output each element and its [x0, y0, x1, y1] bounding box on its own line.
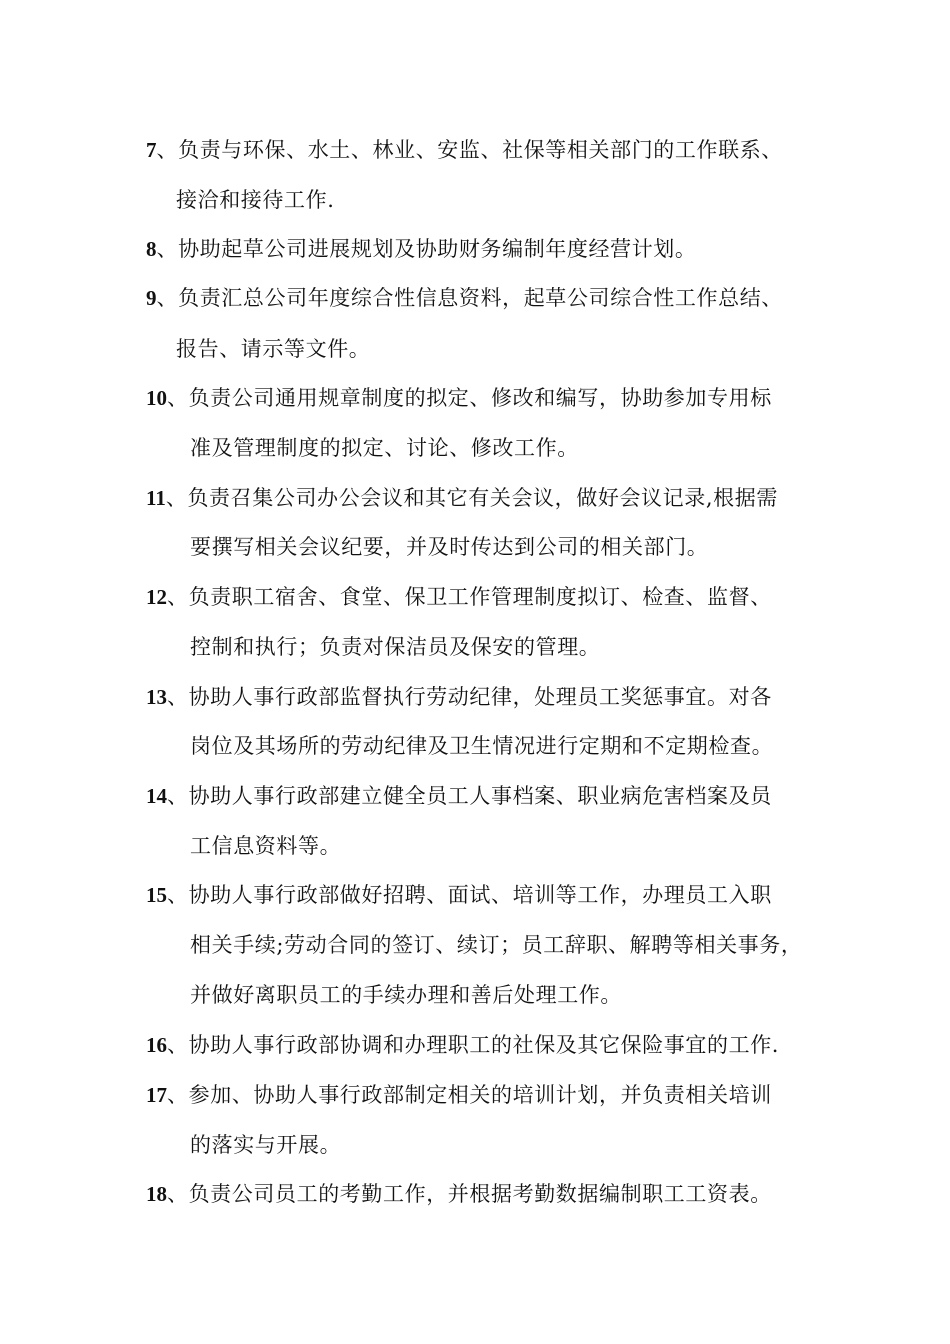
list-item-text: 协助起草公司进展规划及协助财务编制年度经营计划。	[178, 237, 697, 261]
list-item-first-line	[146, 1031, 779, 1059]
list-item-text: 并做好离职员工的手续办理和善后处理工作。	[190, 983, 622, 1007]
list-item-number: 15	[146, 883, 167, 907]
list-item-separator: 、	[167, 585, 189, 609]
list-item-text: 协助人事行政部协调和办理职工的社保及其它保险事宜的工作.	[188, 1033, 780, 1057]
list-item-text: 负责汇总公司年度综合性信息资料，起草公司综合性工作总结、	[178, 286, 783, 310]
list-item-first-line	[146, 683, 772, 711]
list-item-number: 18	[146, 1182, 167, 1206]
list-item-separator: 、	[165, 486, 188, 510]
list-item-first-line	[146, 136, 783, 164]
list-item-continuation-line	[190, 832, 341, 860]
list-item-first-line	[146, 284, 783, 312]
list-item-text: 接洽和接待工作.	[176, 188, 335, 212]
list-item-text: 控制和执行；负责对保洁员及保安的管理。	[190, 635, 601, 659]
list-item-first-line	[146, 235, 697, 263]
list-item-text: 工信息资料等。	[190, 834, 342, 858]
list-item-separator: 、	[167, 784, 189, 808]
list-item-first-line	[146, 1081, 772, 1109]
list-item-continuation-line	[190, 1131, 341, 1159]
list-item-separator: 、	[156, 286, 179, 310]
list-item-text: 协助人事行政部做好招聘、面试、培训等工作，办理员工入职	[188, 883, 772, 907]
list-item-text: 要撰写相关会议纪要，并及时传达到公司的相关部门。	[190, 535, 709, 559]
list-item-number: 17	[146, 1083, 167, 1107]
list-item-text: 准及管理制度的拟定、讨论、修改工作。	[190, 436, 579, 460]
list-item-text: 负责公司员工的考勤工作，并根据考勤数据编制职工工资表。	[188, 1182, 772, 1206]
list-item-number: 14	[146, 784, 167, 808]
list-item-number: 16	[146, 1033, 167, 1057]
list-item-first-line	[146, 384, 772, 412]
list-item-first-line	[146, 782, 772, 810]
list-item-text: 报告、请示等文件。	[176, 337, 371, 361]
list-item-text: 负责职工宿舍、食堂、保卫工作管理制度拟订、检查、监督、	[188, 585, 772, 609]
list-item-text: 协助人事行政部监督执行劳动纪律，处理员工奖惩事宜。对各	[188, 685, 772, 709]
list-item-continuation-line	[176, 335, 370, 363]
list-item-continuation-line	[190, 931, 802, 959]
list-item-number: 10	[146, 386, 167, 410]
list-item-separator: 、	[167, 1182, 189, 1206]
list-item-number: 11	[146, 486, 166, 510]
list-item-text: 相关手续;劳动合同的签订、续订；员工辞职、解聘等相关事务，	[190, 933, 803, 957]
list-item-text: 的落实与开展。	[190, 1133, 342, 1157]
list-item-separator: 、	[167, 685, 189, 709]
list-item-text: 负责召集公司办公会议和其它有关会议，做好会议记录,根据需	[187, 486, 778, 510]
list-item-first-line	[146, 583, 772, 611]
list-item-separator: 、	[167, 1033, 189, 1057]
list-item-text: 协助人事行政部建立健全员工人事档案、职业病危害档案及员	[188, 784, 772, 808]
list-item-separator: 、	[156, 237, 179, 261]
list-item-text: 负责与环保、水土、林业、安监、社保等相关部门的工作联系、	[178, 138, 783, 162]
list-item-number: 13	[146, 685, 167, 709]
list-item-text: 负责公司通用规章制度的拟定、修改和编写，协助参加专用标	[188, 386, 772, 410]
list-item-number: 8	[146, 237, 157, 261]
list-item-continuation-line	[190, 633, 600, 661]
list-item-continuation-line	[190, 434, 579, 462]
list-item-separator: 、	[167, 883, 189, 907]
list-item-separator: 、	[167, 1083, 189, 1107]
list-item-first-line	[146, 484, 778, 512]
list-item-number: 12	[146, 585, 167, 609]
list-item-number: 7	[146, 138, 157, 162]
list-item-continuation-line	[176, 186, 334, 214]
list-item-first-line	[146, 881, 772, 909]
list-item-number: 9	[146, 286, 157, 310]
list-item-separator: 、	[167, 386, 189, 410]
list-item-separator: 、	[156, 138, 179, 162]
list-item-text: 岗位及其场所的劳动纪律及卫生情况进行定期和不定期检查。	[190, 734, 774, 758]
list-item-continuation-line	[190, 732, 773, 760]
list-item-first-line	[146, 1180, 772, 1208]
list-item-continuation-line	[190, 981, 622, 1009]
list-item-text: 参加、协助人事行政部制定相关的培训计划，并负责相关培训	[188, 1083, 772, 1107]
list-item-continuation-line	[190, 533, 708, 561]
